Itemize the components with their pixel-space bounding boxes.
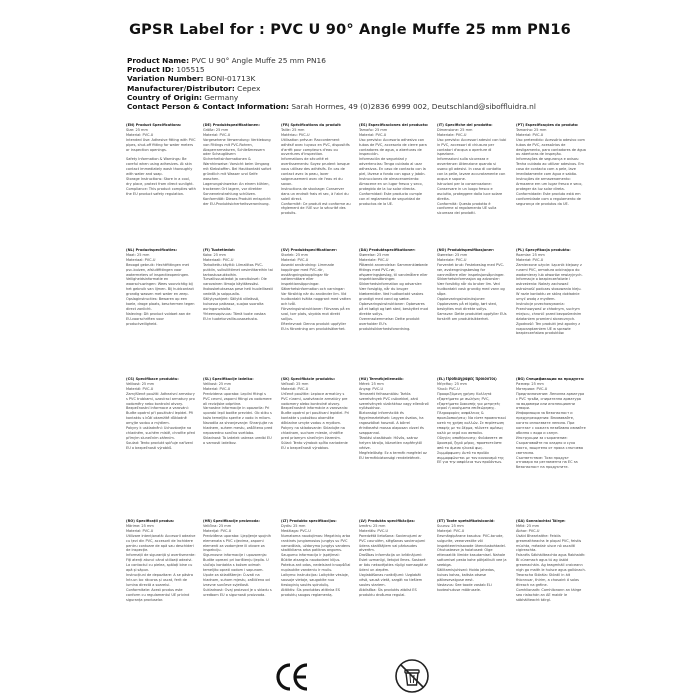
- spec-grid: [126, 123, 694, 661]
- spec-block: [516, 248, 586, 374]
- spec-block-body: Tamaño: 25 mm Material: PVC-U Uso previsto: Accesorio adhesivo con tubos de PVC, accesorio de cierre para contadores de agua, o aberturas de inspección. Información de seguridad y advertencias: Tenga cuidado al usar adhesivos. En caso de contacto con la piel, lávese a fondo con agua y jabón. Instrucciones de almacenamiento: Almacene en un lugar fresco y seco, protegido de la luz solar directa. Conformidad: Este producto cumple con el reglamento de seguridad de productos de la UE.: [359, 126, 427, 206]
- spec-block-body: Velikost: 25 mm Materiál: PVC-U Zamýšlené použití: Adhezivní armatury s PVC trubkami, uzavírací armatury pro vodoměry nebo kontrolní otvory. Bezpečnostní informace a varování: Buďte opatrní při používání lepidel. Při kontaktu s kůží okamžitě důkladně omyjte vodou a mýdlem. Pokyny k uskladnění: Uchovávejte na chladném, suchém místě, chraňte před přímým slunečním zářením. Soulad: Tento produkt splňuje nařízení EU o bezpečnosti výrobků.: [126, 380, 195, 450]
- spec-block-heading: (RO) Specificații produs:: [126, 519, 175, 523]
- spec-block-heading: (ES) Especificaciones del producto:: [359, 123, 429, 127]
- spec-block-body: Suurus: 25 mm Materjal: PVC-U Eesmärgipärane kasutus: PVC-torude, sulgurite, veearvestite või inspekteerimisavade ühenduskohtadel. Ohutusteave ja hoiatused: Olge ettevaatlik liimide kasutamisel. Nahale sattumisel pesta kohe põhjalikult vee ja seebiga. Säilitamisjuhised: Hoida jahedas, kuivas kohas, kaitsta otsese päikesevalguse eest. Vastavus: See toode vastab ELi tooteohutuse määrusele.: [437, 522, 507, 592]
- spec-block-heading: (LT) Produkto specifikacijos:: [281, 519, 337, 523]
- spec-block: [359, 377, 429, 515]
- spec-block: [203, 377, 273, 515]
- info-variation-number: Variation Number: BONI-01713K: [127, 74, 256, 84]
- spec-block-heading: (FI) Tuotetiedot:: [203, 248, 236, 252]
- spec-block-heading: (HR) Specifikacije proizvoda:: [203, 519, 260, 523]
- spec-block-heading: (EN) Product Specifications:: [126, 123, 182, 127]
- info-product-name: Product Name: PVC U 90° Angle Muffe 25 mm PN16: [127, 56, 326, 65]
- spec-block-heading: (HU) Termékjellemzők:: [359, 377, 404, 381]
- spec-block: [516, 123, 586, 245]
- spec-block: [203, 123, 273, 245]
- spec-block-body: Maat: 25 mm Materiaal: PVC-U Beoogd gebruik: Hechtfittingen met pvc-buizen, afsluitfittingen voor watermeters of inspectieopeningen. Veiligheidsinformatie en waarschuwingen: Wees voorzichtig bij het gebruik van lijmen. Bij huidcontact grondig wassen met water en zeep. Opslaginstructies: Bewaren op een koele, droge plaats, beschermen tegen direct zonlicht. Naleving: Dit product voldoet aan de EU-voorschriften voor productveiligheid.: [126, 251, 195, 326]
- spec-block-heading: (DA) Produktspecifikationer:: [359, 248, 416, 252]
- spec-block: [359, 123, 429, 245]
- spec-block-body: Veličina: 25 mm Materijal: PVC-U Predviđena uporaba: Ljepljenje spojnih elemenata s PVC cijevima, zaporni elementi za vodomjere ili otvore za inspekciju. Sigurnosne informacije i upozorenja: Budite oprezni pri korištenju ljepila. U slučaju kontakta s kožom odmah temeljito oprati vodom i sapunom. Upute za skladištenje: Čuvati na hladnom, suhom mjestu, zaštićeno od izravne sunčeve svjetlosti. Sukladnost: Ovaj proizvod je u skladu s uredbom EU o sigurnosti proizvoda.: [203, 522, 272, 597]
- spec-block: [126, 377, 196, 515]
- spec-block-body: Dydis: 25 mm Medžiaga: PVC-U Numatoma naudojimas: Megztinių arba rankinės jungiamosios jungtys su PVC vamzdžiais, uždarymo jungtys vandens skaitikliams arba patikros angoms. Saugumo informacija ir įspėjimai: Būkite atsargūs naudodami klijus. Patekus ant odos, nedelsiant kruopščiai nuplaukite vandeniu ir muilu. Laikymo instrukcijos: Laikykite vėsioje, sausoje vietoje, saugokite nuo tiesioginių saulės spindulių. Atitiktis: Šis produktas atitinka ES produktų saugos reglamentą.: [281, 522, 351, 597]
- spec-block: [437, 377, 507, 515]
- product-info: [127, 56, 687, 111]
- spec-block-body: Μέγεθος: 25 mm Υλικό: PVC-U Προοριζόμενη χρήση: Κολλητά εξαρτήματα με σωλήνες PVC, εξαρτήματα διακοπής για μετρητές νερού ή ανοίγματα επιθεώρησης. Πληροφορίες ασφάλειας & προειδοποιήσεις: Να είστε προσεκτικοί κατά τη χρήση κολλών. Σε περίπτωση επαφής με το δέρμα, πλύνετε αμέσως καλά με νερό και σαπούνι. Οδηγίες αποθήκευσης: Φυλάσσετε σε δροσερό, ξηρό μέρος, προστατεύστε από το άμεσο ηλιακό φως. Συμμόρφωση: Αυτό το προϊόν συμμορφώνεται με τον κανονισμό της ΕΕ για την ασφάλεια των προϊόντων.: [437, 380, 506, 465]
- spec-block-heading: (BG) Спецификации на продукта:: [516, 377, 585, 381]
- spec-block-body: Size: 25 mm Material: PVC-U Intended Use: Adhesive fitting with PVC pipes, shut-off fitting for water meters or inspection openings. Safety Information & Warnings: Be careful when using adhesives. At skin contact immediately wash thoroughly with water and soap. Storage Instructions: Store in a cool, dry place, protect from direct sunlight. Compliance: This product complies with the EU product safety regulation.: [126, 126, 196, 196]
- spec-block-heading: (NO) Produktspesifikasjoner:: [437, 248, 495, 252]
- spec-block-body: Méret: 25 mm Anyag: PVC-U Tervezett felhasználás: Tartós szerelvények PVC csövekkel, záró szerelvények vízórákhoz vagy ellenőrző nyílásokhoz. Biztonsági információk és figyelmeztetések: Legyen óvatos, ha ragasztókat használ. A bőrrel érintkezést mossa alaposan vízzel és szappannal. Tárolási utasítások: Hűvös, száraz helyen tárolja, közvetlen napfénytől védve. Megfelelőség: Ez a termék megfelel az EU termékbiztonsági rendeletének.: [359, 380, 429, 460]
- spec-block-heading: (SV) Produktspecifikationer:: [281, 248, 338, 252]
- spec-block: [437, 519, 507, 659]
- spec-block-body: Velikost: 25 mm Material: PVC-U Predvidena uporaba: Lepilni fitingi s PVC cevmi, zaporni fitingi za vodomere ali revizijske odprtine. Varnostne informacije in opozorila: Pri uporabi lepil bodite previdni. Ob stiku s kožo temeljito sperite z vodo in milom. Navodila za shranjevanje: Shranjujte na hladnem, suhem mestu, zaščiteno pred neposredno sončno svetlobo. Skladnost: Ta izdelek ustreza uredbi EU o varnosti izdelkov.: [203, 380, 273, 445]
- info-country: Country of Origin: Germany: [127, 92, 239, 102]
- spec-block: [516, 519, 586, 659]
- spec-block-body: Koko: 25 mm Materiaali: PVC-U Tarkoitettu käyttö: Liimaliitos PVC-putkiin, sulkuliittimet vesimittareihin tai tarkastusaukkoihin. Turvallisuustiedot ja varoitukset: Ole varovainen liimoja käyttäessäsi. Ihokosketuksessa pese heti huolellisesti vedellä ja saippualla. Säilytysohjeet: Säilytä viileässä, kuivassa paikassa, suojaa suoralta auringonvalolta. Yhteensopivuus: Tämä tuote vastaa EU:n tuoteturvallisuusasetusta.: [203, 251, 273, 321]
- spec-block-body: Storlek: 25 mm Material: PVC-U Avsedd användning: Limmade kopplingar med PVC-rör, avstängningskopplingar för vattenmätare eller inspektionsöppningar. Säkerhetsinformation och varningar: Var försiktig när du använder lim. Vid hudkontakt tvätta noggrant med vatten och tvål. Förvaringsinstruktioner: Förvaras på en sval, torr plats, skydda mot direkt solljus. Efterlevnad: Denna produkt uppfyller EU:s förordning om produktsäkerhet.: [281, 251, 351, 331]
- spec-block: [126, 248, 196, 374]
- spec-block-heading: (LV) Produkta specifikācijas:: [359, 519, 415, 523]
- spec-block-heading: (NL) Productspecificaties:: [126, 248, 178, 252]
- spec-block: [281, 519, 351, 659]
- spec-block-heading: (FR) Spécifications du produit:: [281, 123, 342, 127]
- info-manufacturer: Manufacturer/Distributor: Cepex: [127, 83, 261, 93]
- spec-block: [281, 377, 351, 515]
- spec-block-body: Størrelse: 25 mm Materiale: PVC-U Påtænkt anvendelse: Sammenklæbede fittings med PVC-rør, afspærringsbeslag, til vandmålere eller inspektionsåbninger. Sikkerhedsinformation og advarsler: Vær forsigtig, når du bruger klæbemidler. Ved hudkontakt vaskes grundigt med vand og sæbe. Opbevaringsinstruktioner: Opbevares på et køligt og tørt sted, beskyttet mod direkte sollys. Overensstemmelse: Dette produkt overholder EU's produktsikkerhedsforordning.: [359, 251, 428, 331]
- info-product-id: Product ID: 105515: [127, 65, 205, 75]
- spec-block: [359, 248, 429, 374]
- spec-block-heading: (ET) Toote spetsifikatsioonid:: [437, 519, 495, 523]
- spec-block-body: Tamanho: 25 mm Material: PVC-U Uso pretendido: Acessório adesivo com tubos de PVC, acessórios de desligamento, para contadores de água ou aberturas de inspeção. Informações de segurança e avisos: Tenha cuidado ao utilizar adesivos. Em caso de contacto com a pele, lave imediatamente com água e sabão. Instruções de armazenamento: Armazene em um lugar fresco e seco, proteger da luz solar direta. Conformidade: Este produto está em conformidade com o regulamento de segurança de produtos da UE.: [516, 126, 586, 206]
- spec-block-body: Dimensione: 25 mm Materiale: PVC-U Uso previsto: Accessori adesivi con tubi in PVC, accessori di chiusura per contatori d'acqua o aperture di ispezione. Informazioni sulla sicurezza e avvertenze: Attenzione quando si usano gli adesivi. In caso di contatto con la pelle, lavare accuratamente con acqua e sapone. Istruzioni per la conservazione: Conservare in un luogo fresco e asciutto, proteggere dalla luce solare diretta. Conformità: Questo prodotto è conforme al regolamento UE sulla sicurezza dei prodotti.: [437, 126, 507, 216]
- spec-block-heading: (PT) Especificações do produto:: [516, 123, 579, 127]
- spec-block-body: Rozmiar: 25 mm Materiał: PVC-U Zamierzone użycie: Łącznik klejowy z rurami PVC, armatura odcinająca do wodomierzy lub otworów rewizyjnych. Informacje o bezpieczeństwie i ostrzeżenia: Należy zachować ostrożność podczas stosowania kleju. W razie kontaktu ze skórą dokładnie umyć wodą z mydłem. Instrukcje przechowywania: Przechowywać w chłodnym, suchym miejscu, chronić przed bezpośrednim działaniem promieni słonecznych. Zgodność: Ten produkt jest zgodny z rozporządzeniem UE w sprawie bezpieczeństwa produktów.: [516, 251, 583, 336]
- spec-block: [516, 377, 586, 515]
- spec-block: [203, 519, 273, 659]
- spec-block-heading: (SK) Špecifikácie produktu:: [281, 377, 336, 381]
- spec-block-heading: (EL) Προδιαγραφές προϊόντος:: [437, 377, 498, 381]
- spec-block: [437, 248, 507, 374]
- spec-block-heading: (CS) Specifikace produktu:: [126, 377, 179, 381]
- spec-block-body: Méid: 25 mm Ábhar: PVC-U Úsáid Bheartaithe: Feistis greamaitheacha le píopaí PVC, feistis múchta, méadair uisce nó oscailtí cigireachta. Faisnéis Sábháilteachta agus Rabhaidh: Bí cúramach agus tú ag úsáid greamacháin. Ag teagmháil craiceann nigh go maith le huisce agus gallúnach. Treoracha Stórála: Stóráil in áit fhionnuar, thirim, a chosaint ó solas díreach na gréine. Comhlíonadh: Comhlíonann an táirge seo rialachán an AE maidir le sábháilteacht táirgí.: [516, 522, 586, 602]
- page-title: GPSR Label for : PVC U 90° Angle Muffe 25 mm PN16: [129, 22, 571, 38]
- spec-block-heading: (IT) Specifiche del prodotto:: [437, 123, 493, 127]
- spec-block-heading: (PL) Specyfikacja produktu:: [516, 248, 571, 252]
- ce-mark-icon: [276, 662, 310, 692]
- spec-block: [203, 248, 273, 374]
- spec-block: [126, 123, 196, 245]
- spec-block-body: Veľkosť: 25 mm Materiál: PVC-U Určené použitie: Lepiace armatúry s PVC rúrami, uzatváracie armatúry pre vodomery alebo kontrolné otvory. Bezpečnostné informácie a varovania: Buďte opatrní pri používaní lepidiel. Pri kontakte s pokožkou okamžite dôkladne umyte vodou a mydlom. Pokyny na skladovanie: Skladujte na chladnom, suchom mieste, chráňte pred priamym slnečným žiarením. Súlad: Tento výrobok spĺňa nariadenie EÚ o bezpečnosti výrobkov.: [281, 380, 350, 450]
- info-contact: Contact Person & Contact Information: Sarah Hormes, 49 (0)2836 6999 002, Deutschland@siboffluidra.nl: [127, 102, 536, 112]
- spec-block-heading: (DE) Produktspezifikationen:: [203, 123, 260, 127]
- spec-block-heading: (GA) Sonraíochtaí Táirge:: [516, 519, 566, 523]
- spec-block: [281, 248, 351, 374]
- spec-block-body: Größe: 25 mm Material: PVC-U Vorgesehene Verwendung: Verklebung von Fittings mit PVC-Rohren, Absperrarmaturen, Schließmessern oder Schaugläsern Sicherheitsinformationen & Warnhinweise: Vorsicht beim Umgang mit Klebstoffen. Bei Hautkontakt sofort gründlich mit Wasser und Seife waschen. Lagerungshinweise: An einem kühlen, trockenen Ort lagern, vor direkter Sonneneinstrahlung schützen. Konformität: Dieses Produkt entspricht der EU-Produktsicherheitsverordnung.: [203, 126, 272, 206]
- spec-block: [281, 123, 351, 245]
- no-waste-bin-icon: [394, 658, 430, 694]
- spec-block-body: Taille: 25 mm Matériau: PVC-U Utilisation prévue: Raccordement adhésif avec tuyaux en PVC, dispositifs d'arrêt pour compteurs d'eau ou ouvertures d'inspection. Informations de sécurité et avertissements: Soyez prudent lorsque vous utilisez des adhésifs. En cas de contact avec la peau, laver soigneusement avec de l'eau et du savon. Instructions de stockage: Conserver dans un endroit frais et sec, à l'abri du soleil direct. Conformité: Ce produit est conforme au règlement de l'UE sur la sécurité des produits.: [281, 126, 351, 216]
- spec-block-body: Izmērs: 25 mm Materiāls: PVC-U Paredzētā lietošana: Savienojumi ar PVC caurulēm, slēgšanas savienojumi ūdens skaitītājiem vai pārbaudes atverēm. Drošības informācija un brīdinājumi: Esiet uzmanīgi, lietojot līmes. Saskarē ar ādu nekavējoties rūpīgi nomazgāt ar ūdeni un ziepēm. Uzglabāšanas norādījumi: Uzglabāt vēsā, sausā vietā, sargāt no tiešiem saules stariem. Atbilstība: Šis produkts atbilst ES produktu drošuma regulai.: [359, 522, 428, 597]
- spec-block-heading: (SL) Specifikacije izdelka:: [203, 377, 254, 381]
- spec-block: [126, 519, 196, 659]
- compliance-marks: [0, 658, 700, 698]
- spec-block-body: Mărime: 25 mm Material: PVC-U Utilizare intenționată: Accesorii adezive cu țevi din PVC, accesorii de închidere pentru contoare de apă sau deschideri de inspecție. Informații de siguranță și avertismente: Fiți atenți atunci când utilizați adezivi. La contactul cu pielea, spălați bine cu apă și săpun. Instrucțiuni de depozitare: A se păstra într-un loc răcoros și uscat, ferit de lumina directă a soarelui. Conformitate: Acest produs este conform cu regulamentul UE privind siguranța produselor.: [126, 522, 196, 602]
- spec-block-body: Размер: 25 mm Материал: PVC-U Предназначение: Лепилна арматура с PVC тръби, спирателна арматура за водомери или инспекционни отвори. Информация за безопасност и предупреждения: Внимавайте, когато използвате лепила. При контакт с кожата незабавно измийте обилно с вода и сапун. Инструкции за съхранение: Съхранявайте на хладно и сухо място, защитено от пряка слънчева светлина. Съответствие: Този продукт отговаря на регламента на ЕС за безопасност на продуктите.: [516, 380, 586, 470]
- spec-block: [437, 123, 507, 245]
- spec-block-body: Størrelse: 25 mm Materiale: PVC-U Forventet bruk: Festebeslag med PVC-rør, avstengningsbeslag for vannmålere eller inspeksjonsåpninger. Sikkerhetsinformasjon og advarsler: Vær forsiktig når du bruker lim. Ved hudkontakt vask grundig med vann og såpe. Oppbevaringsinstruksjoner: Oppbevares på et kjølig, tørt sted, beskyttes mot direkte sollys. Samsvar: Dette produktet oppfyller EUs forskrift om produktsikkerhet.: [437, 251, 507, 321]
- spec-block: [359, 519, 429, 659]
